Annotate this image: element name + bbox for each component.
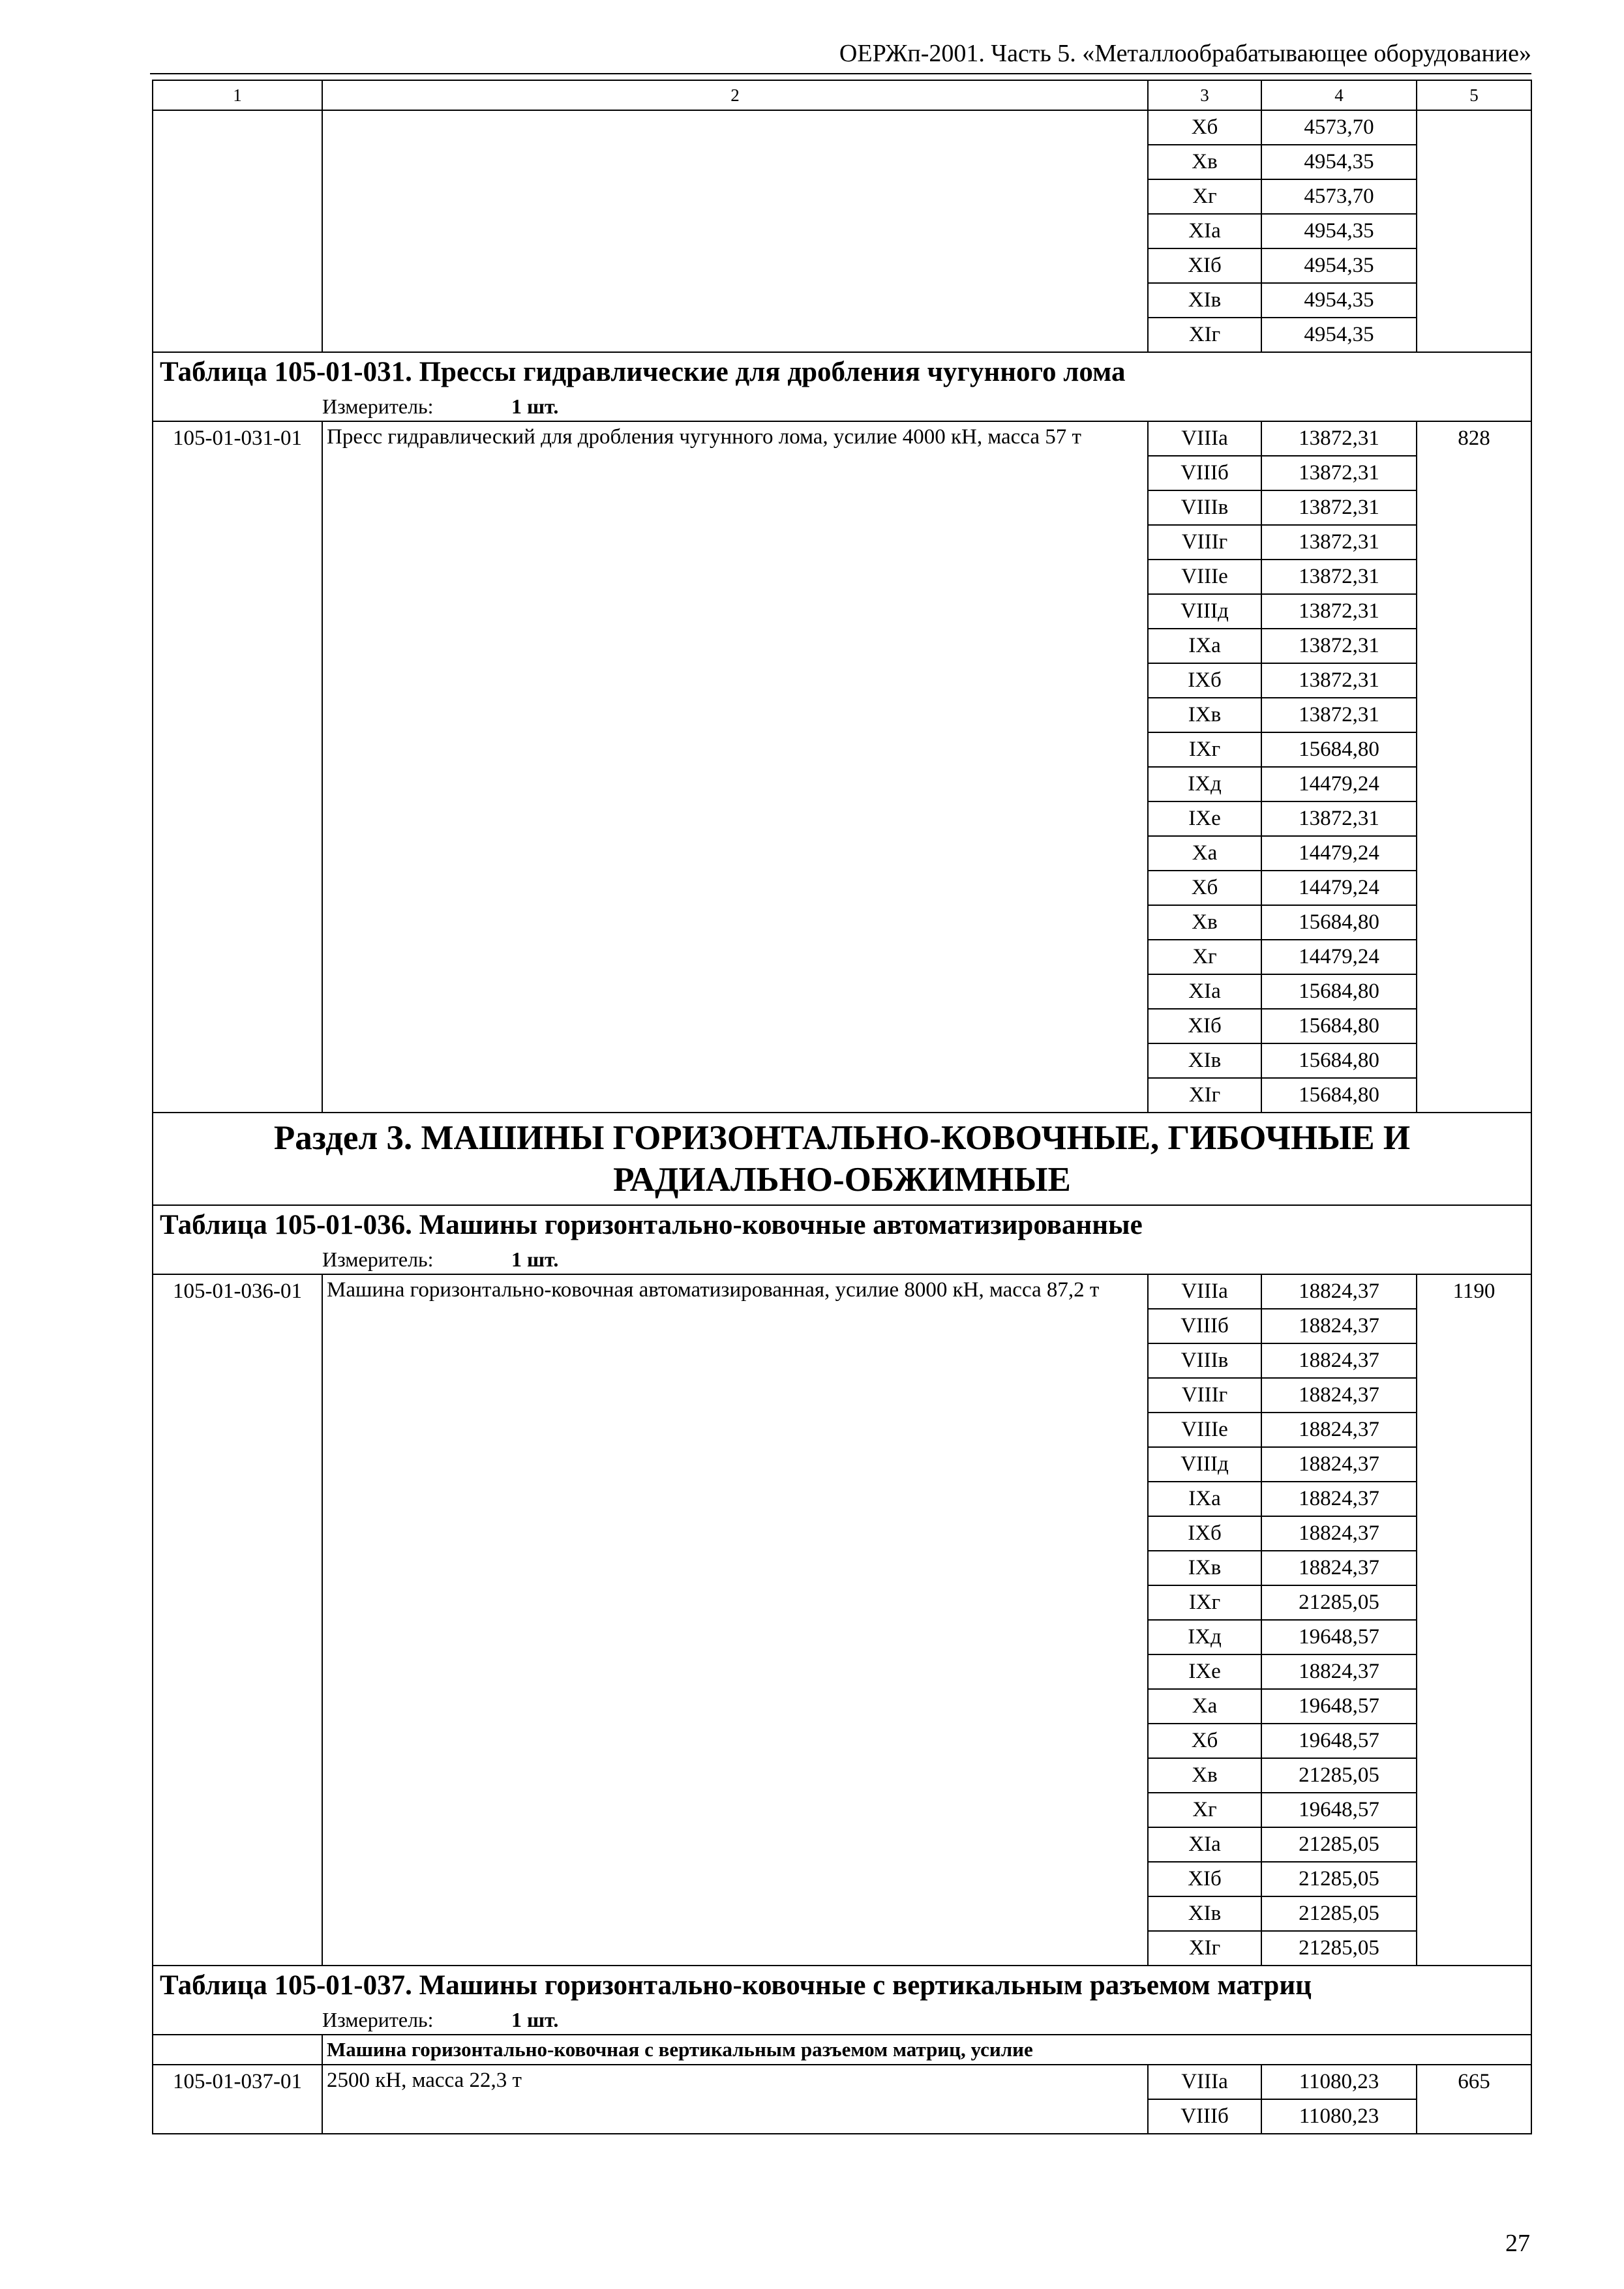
price-table bbox=[152, 80, 1532, 2134]
zone-cell: IXг bbox=[1148, 732, 1261, 767]
zone-cell: IXв bbox=[1148, 1551, 1261, 1585]
price-cell: 13872,31 bbox=[1261, 560, 1417, 594]
zone-cell: VIIIа bbox=[1148, 2065, 1261, 2099]
zone-cell: XIа bbox=[1148, 214, 1261, 248]
measure-cell bbox=[153, 393, 1531, 421]
price-cell: 13872,31 bbox=[1261, 698, 1417, 732]
measure-label: Измеритель: bbox=[322, 395, 434, 418]
zone-cell: IXб bbox=[1148, 1516, 1261, 1551]
zone-cell: XIб bbox=[1148, 1009, 1261, 1043]
price-cell: 13872,31 bbox=[1261, 456, 1417, 490]
code-cell: 105-01-037-01 bbox=[153, 2065, 322, 2134]
zone-cell: IXб bbox=[1148, 663, 1261, 698]
price-cell: 14479,24 bbox=[1261, 940, 1417, 974]
price-cell: 18824,37 bbox=[1261, 1482, 1417, 1516]
price-cell: 19648,57 bbox=[1261, 1689, 1417, 1724]
description-cell: Машина горизонтально-ковочная автоматизированная, усилие 8000 кН, масса 87,2 т bbox=[322, 1274, 1148, 1966]
price-cell: 4954,35 bbox=[1261, 248, 1417, 283]
table-title: Таблица 105-01-036. Машины горизонтально-ковочные автоматизированные bbox=[153, 1205, 1531, 1246]
price-cell: 14479,24 bbox=[1261, 767, 1417, 801]
price-cell: 15684,80 bbox=[1261, 1009, 1417, 1043]
price-cell: 13872,31 bbox=[1261, 421, 1417, 456]
zone-cell: Xб bbox=[1148, 110, 1261, 145]
price-cell: 13872,31 bbox=[1261, 629, 1417, 663]
zone-cell: XIг bbox=[1148, 1931, 1261, 1966]
col5-cell: 828 bbox=[1417, 421, 1531, 1113]
zone-cell: IXа bbox=[1148, 629, 1261, 663]
table-title-row bbox=[153, 352, 1531, 393]
price-cell: 18824,37 bbox=[1261, 1516, 1417, 1551]
description-cell: 2500 кН, масса 22,3 т bbox=[322, 2065, 1148, 2134]
zone-cell: IXе bbox=[1148, 1654, 1261, 1689]
zone-cell: VIIIд bbox=[1148, 594, 1261, 629]
price-cell: 21285,05 bbox=[1261, 1862, 1417, 1896]
zone-cell: Xа bbox=[1148, 1689, 1261, 1724]
price-cell: 4573,70 bbox=[1261, 179, 1417, 214]
table-row bbox=[153, 2065, 1531, 2099]
col5-cell: 665 bbox=[1417, 2065, 1531, 2134]
header-rule bbox=[150, 73, 1531, 74]
zone-cell: VIIIд bbox=[1148, 1447, 1261, 1482]
code-cell bbox=[153, 2035, 322, 2065]
zone-cell: Xв bbox=[1148, 1758, 1261, 1793]
table-037-body bbox=[153, 2065, 1531, 2134]
subheading-row bbox=[153, 2035, 1531, 2065]
code-cell bbox=[153, 110, 322, 352]
zone-cell: XIв bbox=[1148, 283, 1261, 318]
table-title-row bbox=[153, 1205, 1531, 1246]
table-row bbox=[153, 1274, 1531, 1309]
zone-cell: Xб bbox=[1148, 1724, 1261, 1758]
zone-cell: XIв bbox=[1148, 1043, 1261, 1078]
table-title: Таблица 105-01-031. Прессы гидравлические для дробления чугунного лома bbox=[153, 352, 1531, 393]
section-heading-row bbox=[153, 1113, 1531, 1205]
price-cell: 13872,31 bbox=[1261, 663, 1417, 698]
zone-cell: VIIIб bbox=[1148, 2099, 1261, 2134]
zone-cell: Xв bbox=[1148, 905, 1261, 940]
zone-cell: XIа bbox=[1148, 974, 1261, 1009]
price-cell: 13872,31 bbox=[1261, 490, 1417, 525]
zone-cell: VIIIг bbox=[1148, 525, 1261, 560]
price-cell: 14479,24 bbox=[1261, 836, 1417, 871]
price-cell: 21285,05 bbox=[1261, 1758, 1417, 1793]
price-cell: 15684,80 bbox=[1261, 905, 1417, 940]
price-cell: 18824,37 bbox=[1261, 1654, 1417, 1689]
price-cell: 21285,05 bbox=[1261, 1931, 1417, 1966]
price-cell: 18824,37 bbox=[1261, 1309, 1417, 1343]
price-cell: 15684,80 bbox=[1261, 974, 1417, 1009]
table-row bbox=[153, 110, 1531, 145]
price-cell: 13872,31 bbox=[1261, 525, 1417, 560]
price-cell: 13872,31 bbox=[1261, 801, 1417, 836]
zone-cell: Xг bbox=[1148, 179, 1261, 214]
zone-cell: XIв bbox=[1148, 1896, 1261, 1931]
zone-cell: IXе bbox=[1148, 801, 1261, 836]
zone-cell: VIIIв bbox=[1148, 1343, 1261, 1378]
price-cell: 21285,05 bbox=[1261, 1827, 1417, 1862]
zone-cell: Xа bbox=[1148, 836, 1261, 871]
column-number: 2 bbox=[322, 80, 1148, 110]
table-036-body bbox=[153, 1274, 1531, 1966]
zone-cell: XIа bbox=[1148, 1827, 1261, 1862]
subheading-cell: Машина горизонтально-ковочная с вертикальным разъемом матриц, усилие bbox=[322, 2035, 1531, 2065]
price-cell: 18824,37 bbox=[1261, 1378, 1417, 1413]
price-cell: 19648,57 bbox=[1261, 1724, 1417, 1758]
zone-cell: VIIIб bbox=[1148, 456, 1261, 490]
table-title-row bbox=[153, 1966, 1531, 2006]
price-cell: 15684,80 bbox=[1261, 1043, 1417, 1078]
description-cell bbox=[322, 110, 1148, 352]
zone-cell: IXд bbox=[1148, 1620, 1261, 1654]
price-cell: 21285,05 bbox=[1261, 1896, 1417, 1931]
zone-cell: Xг bbox=[1148, 1793, 1261, 1827]
price-cell: 14479,24 bbox=[1261, 871, 1417, 905]
price-cell: 4954,35 bbox=[1261, 145, 1417, 179]
price-cell: 18824,37 bbox=[1261, 1274, 1417, 1309]
measure-unit: 1 шт. bbox=[511, 1248, 559, 1271]
price-cell: 15684,80 bbox=[1261, 732, 1417, 767]
zone-cell: Xб bbox=[1148, 871, 1261, 905]
table-row bbox=[153, 421, 1531, 456]
measure-unit: 1 шт. bbox=[511, 395, 559, 418]
zone-cell: Xг bbox=[1148, 940, 1261, 974]
zone-cell: VIIIг bbox=[1148, 1378, 1261, 1413]
zone-cell: VIIIа bbox=[1148, 421, 1261, 456]
column-number-row bbox=[153, 80, 1531, 110]
column-number: 1 bbox=[153, 80, 322, 110]
zone-cell: IXг bbox=[1148, 1585, 1261, 1620]
running-header: ОЕРЖп-2001. Часть 5. «Металлообрабатывающее оборудование» bbox=[839, 40, 1531, 67]
zone-cell: XIг bbox=[1148, 1078, 1261, 1113]
code-cell: 105-01-036-01 bbox=[153, 1274, 322, 1966]
price-cell: 4954,35 bbox=[1261, 283, 1417, 318]
price-cell: 18824,37 bbox=[1261, 1551, 1417, 1585]
zone-cell: IXа bbox=[1148, 1482, 1261, 1516]
price-cell: 4573,70 bbox=[1261, 110, 1417, 145]
zone-cell: XIб bbox=[1148, 248, 1261, 283]
column-number: 3 bbox=[1148, 80, 1261, 110]
price-cell: 18824,37 bbox=[1261, 1343, 1417, 1378]
price-cell: 13872,31 bbox=[1261, 594, 1417, 629]
table-031-body bbox=[153, 421, 1531, 1113]
price-cell: 11080,23 bbox=[1261, 2099, 1417, 2134]
zone-cell: XIг bbox=[1148, 318, 1261, 352]
zone-cell: Xв bbox=[1148, 145, 1261, 179]
price-cell: 21285,05 bbox=[1261, 1585, 1417, 1620]
page-number: 27 bbox=[1505, 2230, 1530, 2257]
zone-cell: VIIIе bbox=[1148, 560, 1261, 594]
zone-cell: IXв bbox=[1148, 698, 1261, 732]
price-cell: 18824,37 bbox=[1261, 1413, 1417, 1447]
price-cell: 11080,23 bbox=[1261, 2065, 1417, 2099]
price-cell: 19648,57 bbox=[1261, 1793, 1417, 1827]
zone-cell: VIIIа bbox=[1148, 1274, 1261, 1309]
code-cell: 105-01-031-01 bbox=[153, 421, 322, 1113]
measure-row bbox=[153, 2006, 1531, 2035]
measure-row bbox=[153, 393, 1531, 421]
price-cell: 19648,57 bbox=[1261, 1620, 1417, 1654]
col5-cell: 1190 bbox=[1417, 1274, 1531, 1966]
column-number: 4 bbox=[1261, 80, 1417, 110]
description-cell: Пресс гидравлический для дробления чугунного лома, усилие 4000 кН, масса 57 т bbox=[322, 421, 1148, 1113]
zone-cell: VIIIе bbox=[1148, 1413, 1261, 1447]
price-cell: 4954,35 bbox=[1261, 318, 1417, 352]
measure-cell bbox=[153, 1246, 1531, 1274]
zone-cell: XIб bbox=[1148, 1862, 1261, 1896]
zone-cell: VIIIв bbox=[1148, 490, 1261, 525]
col5-cell bbox=[1417, 110, 1531, 352]
zone-cell: IXд bbox=[1148, 767, 1261, 801]
price-cell: 15684,80 bbox=[1261, 1078, 1417, 1113]
measure-cell bbox=[153, 2006, 1531, 2035]
price-cell: 4954,35 bbox=[1261, 214, 1417, 248]
measure-unit: 1 шт. bbox=[511, 2008, 559, 2031]
measure-label: Измеритель: bbox=[322, 1248, 434, 1271]
zone-cell: VIIIб bbox=[1148, 1309, 1261, 1343]
price-cell: 18824,37 bbox=[1261, 1447, 1417, 1482]
column-number: 5 bbox=[1417, 80, 1531, 110]
measure-row bbox=[153, 1246, 1531, 1274]
measure-label: Измеритель: bbox=[322, 2008, 434, 2031]
section-heading: Раздел 3. МАШИНЫ ГОРИЗОНТАЛЬНО-КОВОЧНЫЕ, ГИБОЧНЫЕ И РАДИАЛЬНО-ОБЖИМНЫЕ bbox=[153, 1113, 1531, 1205]
table-title: Таблица 105-01-037. Машины горизонтально-ковочные с вертикальным разъемом матриц bbox=[153, 1966, 1531, 2006]
